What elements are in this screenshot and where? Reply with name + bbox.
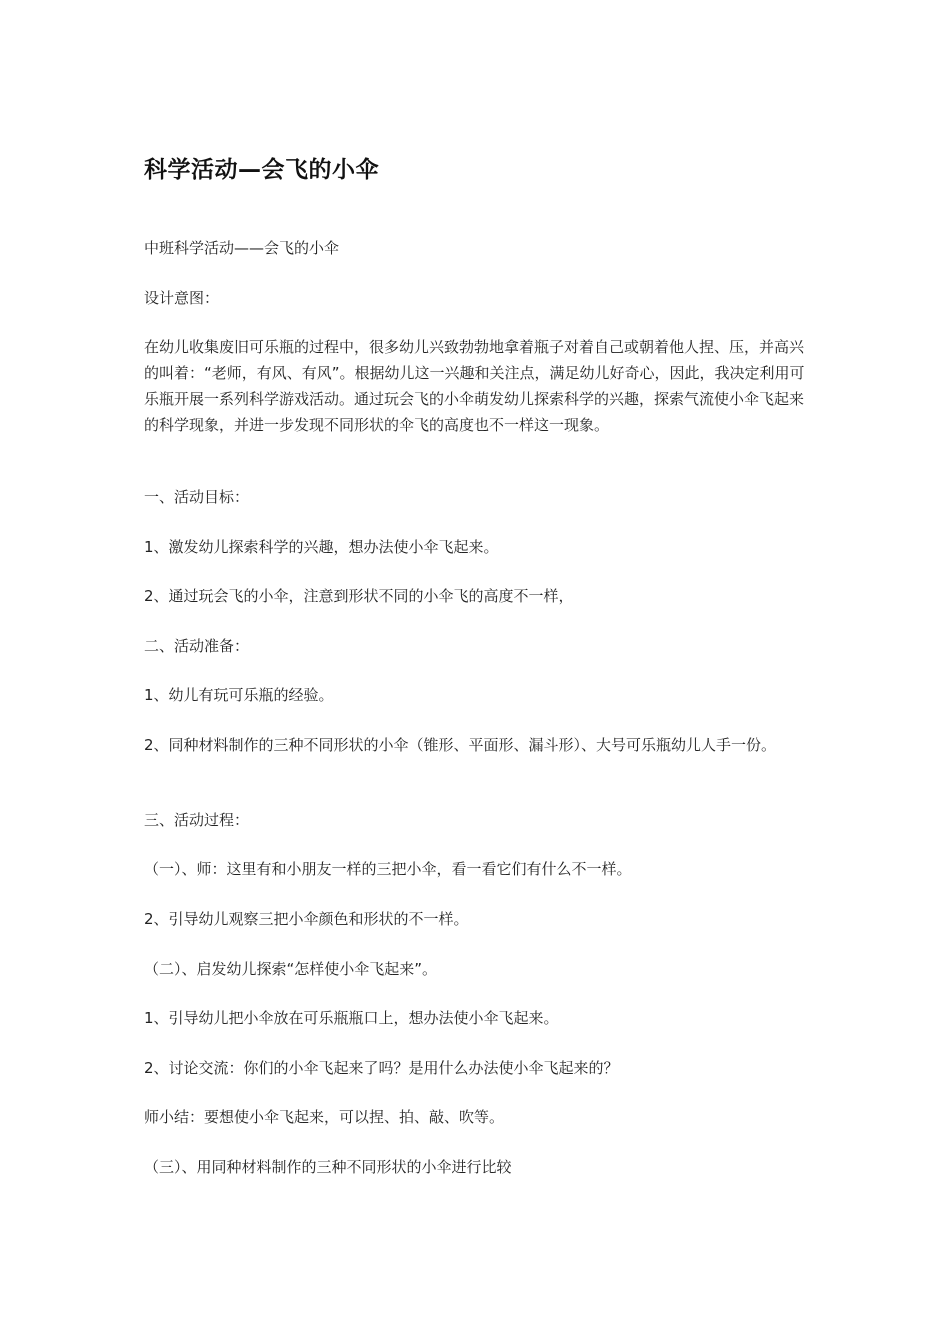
paragraph-preparation-1: 1、幼儿有玩可乐瓶的经验。 xyxy=(144,686,334,704)
paragraph-process-step-1: （一）、师：这里有和小朋友一样的三把小伞，看一看它们有什么不一样。 xyxy=(144,860,632,878)
paragraph-process-step-3: （三）、用同种材料制作的三种不同形状的小伞进行比较 xyxy=(144,1158,512,1176)
paragraph-process-heading: 三、活动过程： xyxy=(144,811,250,829)
paragraph-subtitle: 中班科学活动——会飞的小伞 xyxy=(144,239,340,257)
document-title: 科学活动—会飞的小伞 xyxy=(144,157,379,183)
paragraph-preparation-2: 2、同种材料制作的三种不同形状的小伞（锥形、平面形、漏斗形）、大号可乐瓶幼儿人手一份。 xyxy=(144,736,777,754)
paragraph-teacher-summary: 师小结：要想使小伞飞起来，可以捏、拍、敲、吹等。 xyxy=(144,1108,505,1126)
paragraph-goals-heading: 一、活动目标： xyxy=(144,488,250,506)
paragraph-design-intent-body: 在幼儿收集废旧可乐瓶的过程中，很多幼儿兴致勃勃地拿着瓶子对着自己或朝着他人捏、压，并高兴的叫着：“老师，有风、有风”。根据幼儿这一兴趣和关注点，满足幼儿好奇心，因此，我决定利用可乐瓶开展一系列科学游戏活动。通过玩会飞的小伞萌发幼儿探索科学的兴趣，探索气流使小伞飞起来的科学现象，并进一步发现不同形状的伞飞的高度也不一样这一现象。 xyxy=(144,338,805,434)
paragraph-process-step-2: （二）、启发幼儿探索“怎样使小伞飞起来”。 xyxy=(144,960,438,978)
paragraph-process-step-2-1: 1、引导幼儿把小伞放在可乐瓶瓶口上，想办法使小伞飞起来。 xyxy=(144,1009,559,1027)
paragraph-design-intent-heading: 设计意图： xyxy=(144,289,220,307)
paragraph-preparation-heading: 二、活动准备： xyxy=(144,637,250,655)
paragraph-goal-1: 1、激发幼儿探索科学的兴趣，想办法使小伞飞起来。 xyxy=(144,538,499,556)
paragraph-process-step-2-2: 2、讨论交流：你们的小伞飞起来了吗？是用什么办法使小伞飞起来的？ xyxy=(144,1059,619,1077)
paragraph-process-step-1-2: 2、引导幼儿观察三把小伞颜色和形状的不一样。 xyxy=(144,910,469,928)
paragraph-goal-2: 2、通过玩会飞的小伞，注意到形状不同的小伞飞的高度不一样， xyxy=(144,587,574,605)
